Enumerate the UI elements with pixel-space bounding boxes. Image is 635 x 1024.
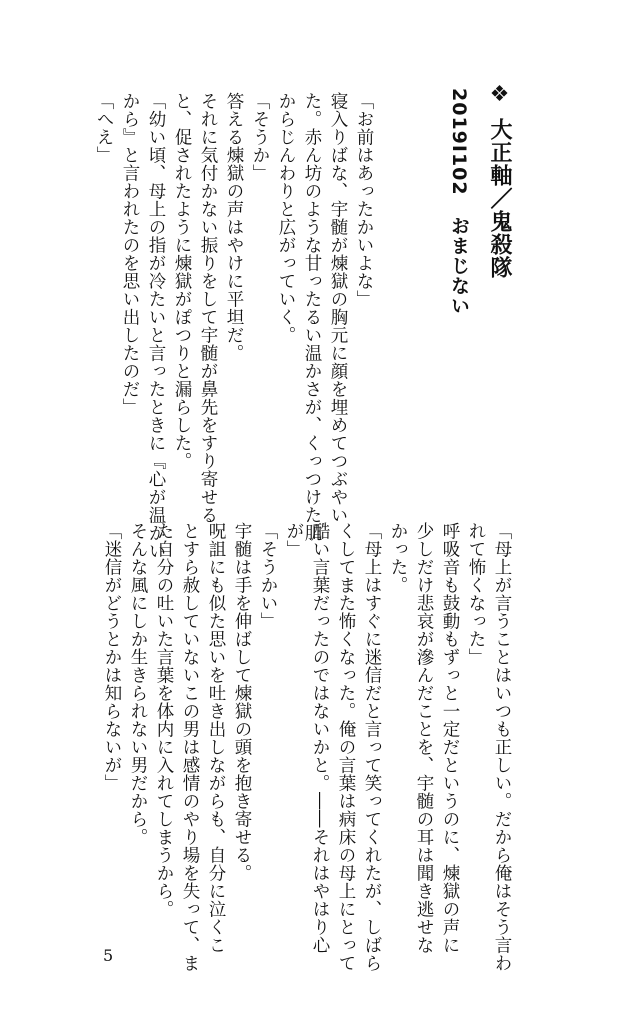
text-column: た自分の吐いた言葉を体内に入れてしまうから。 <box>154 522 174 918</box>
text-column: 少しだけ悲哀が滲んだことを、宇髄の耳は聞き逃せな <box>414 522 434 954</box>
text-column: それに気付かない振りをして宇髄が鼻先をすり寄せる <box>198 92 218 524</box>
text-column: と、促されたように煉獄がぽつりと漏らした。 <box>172 92 192 470</box>
text-column: 答える煉獄の声はやけに平坦だ。 <box>224 92 244 362</box>
text-column: くしてまた怖くなった。俺の言葉は病床の母上にとって <box>336 522 356 972</box>
text-column: から』と言われたのを思い出したのだ」 <box>120 92 140 416</box>
page-number: 5 <box>103 946 114 965</box>
diamond-ornament-icon: ❖ <box>487 82 512 108</box>
text-column: 「母上はすぐに迷信だと言って笑ってくれたが、しばら <box>362 522 382 972</box>
text-column: 呪詛にも似た思いを吐き出しながらも、自分に泣くこ <box>206 522 226 954</box>
text-column: 「幼い頃、母上の指が冷たいと言ったときに『心が温かい <box>146 92 166 560</box>
text-column: 宇髄は手を伸ばして煉獄の頭を抱き寄せる。 <box>232 522 252 882</box>
text-column: 「迷信がどうとかは知らないが」 <box>102 522 122 792</box>
chapter-title <box>484 82 515 279</box>
text-column: 「お前はあったかいよな」 <box>354 92 374 308</box>
text-column: 呼吸音も鼓動もずっと一定だというのに、煉獄の声に <box>440 522 460 954</box>
text-column: た。赤ん坊のような甘ったるい温かさが、くっつけた肌 <box>302 92 322 542</box>
chapter-heading <box>435 82 515 316</box>
text-column: 寝入りばな、宇髄が煉獄の胸元に顔を埋めてつぶやい <box>328 92 348 524</box>
text-column: 「そうか」 <box>250 92 270 182</box>
chapter-subtitle: 2019I102 おまじない <box>448 88 470 316</box>
text-column: そんな風にしか生きられない男だから。 <box>128 522 148 846</box>
text-column: からじんわりと広がっていく。 <box>276 92 296 344</box>
text-column: 「母上が言うことはいつも正しい。だから俺はそう言わ <box>492 522 512 972</box>
text-column: 「へえ」 <box>94 92 114 164</box>
text-column: 酷い言葉だったのではないかと。――それはやはり心 <box>310 522 330 954</box>
chapter-title-text: 大正軸／鬼殺隊 <box>487 118 512 279</box>
text-column: が」 <box>284 522 304 558</box>
text-column: かった。 <box>388 522 408 594</box>
text-column: とすら赦していないこの男は感情のやり場を失って、ま <box>180 522 200 972</box>
text-column: 「そうかい」 <box>258 522 278 630</box>
text-column: れて怖くなった」 <box>466 522 486 666</box>
